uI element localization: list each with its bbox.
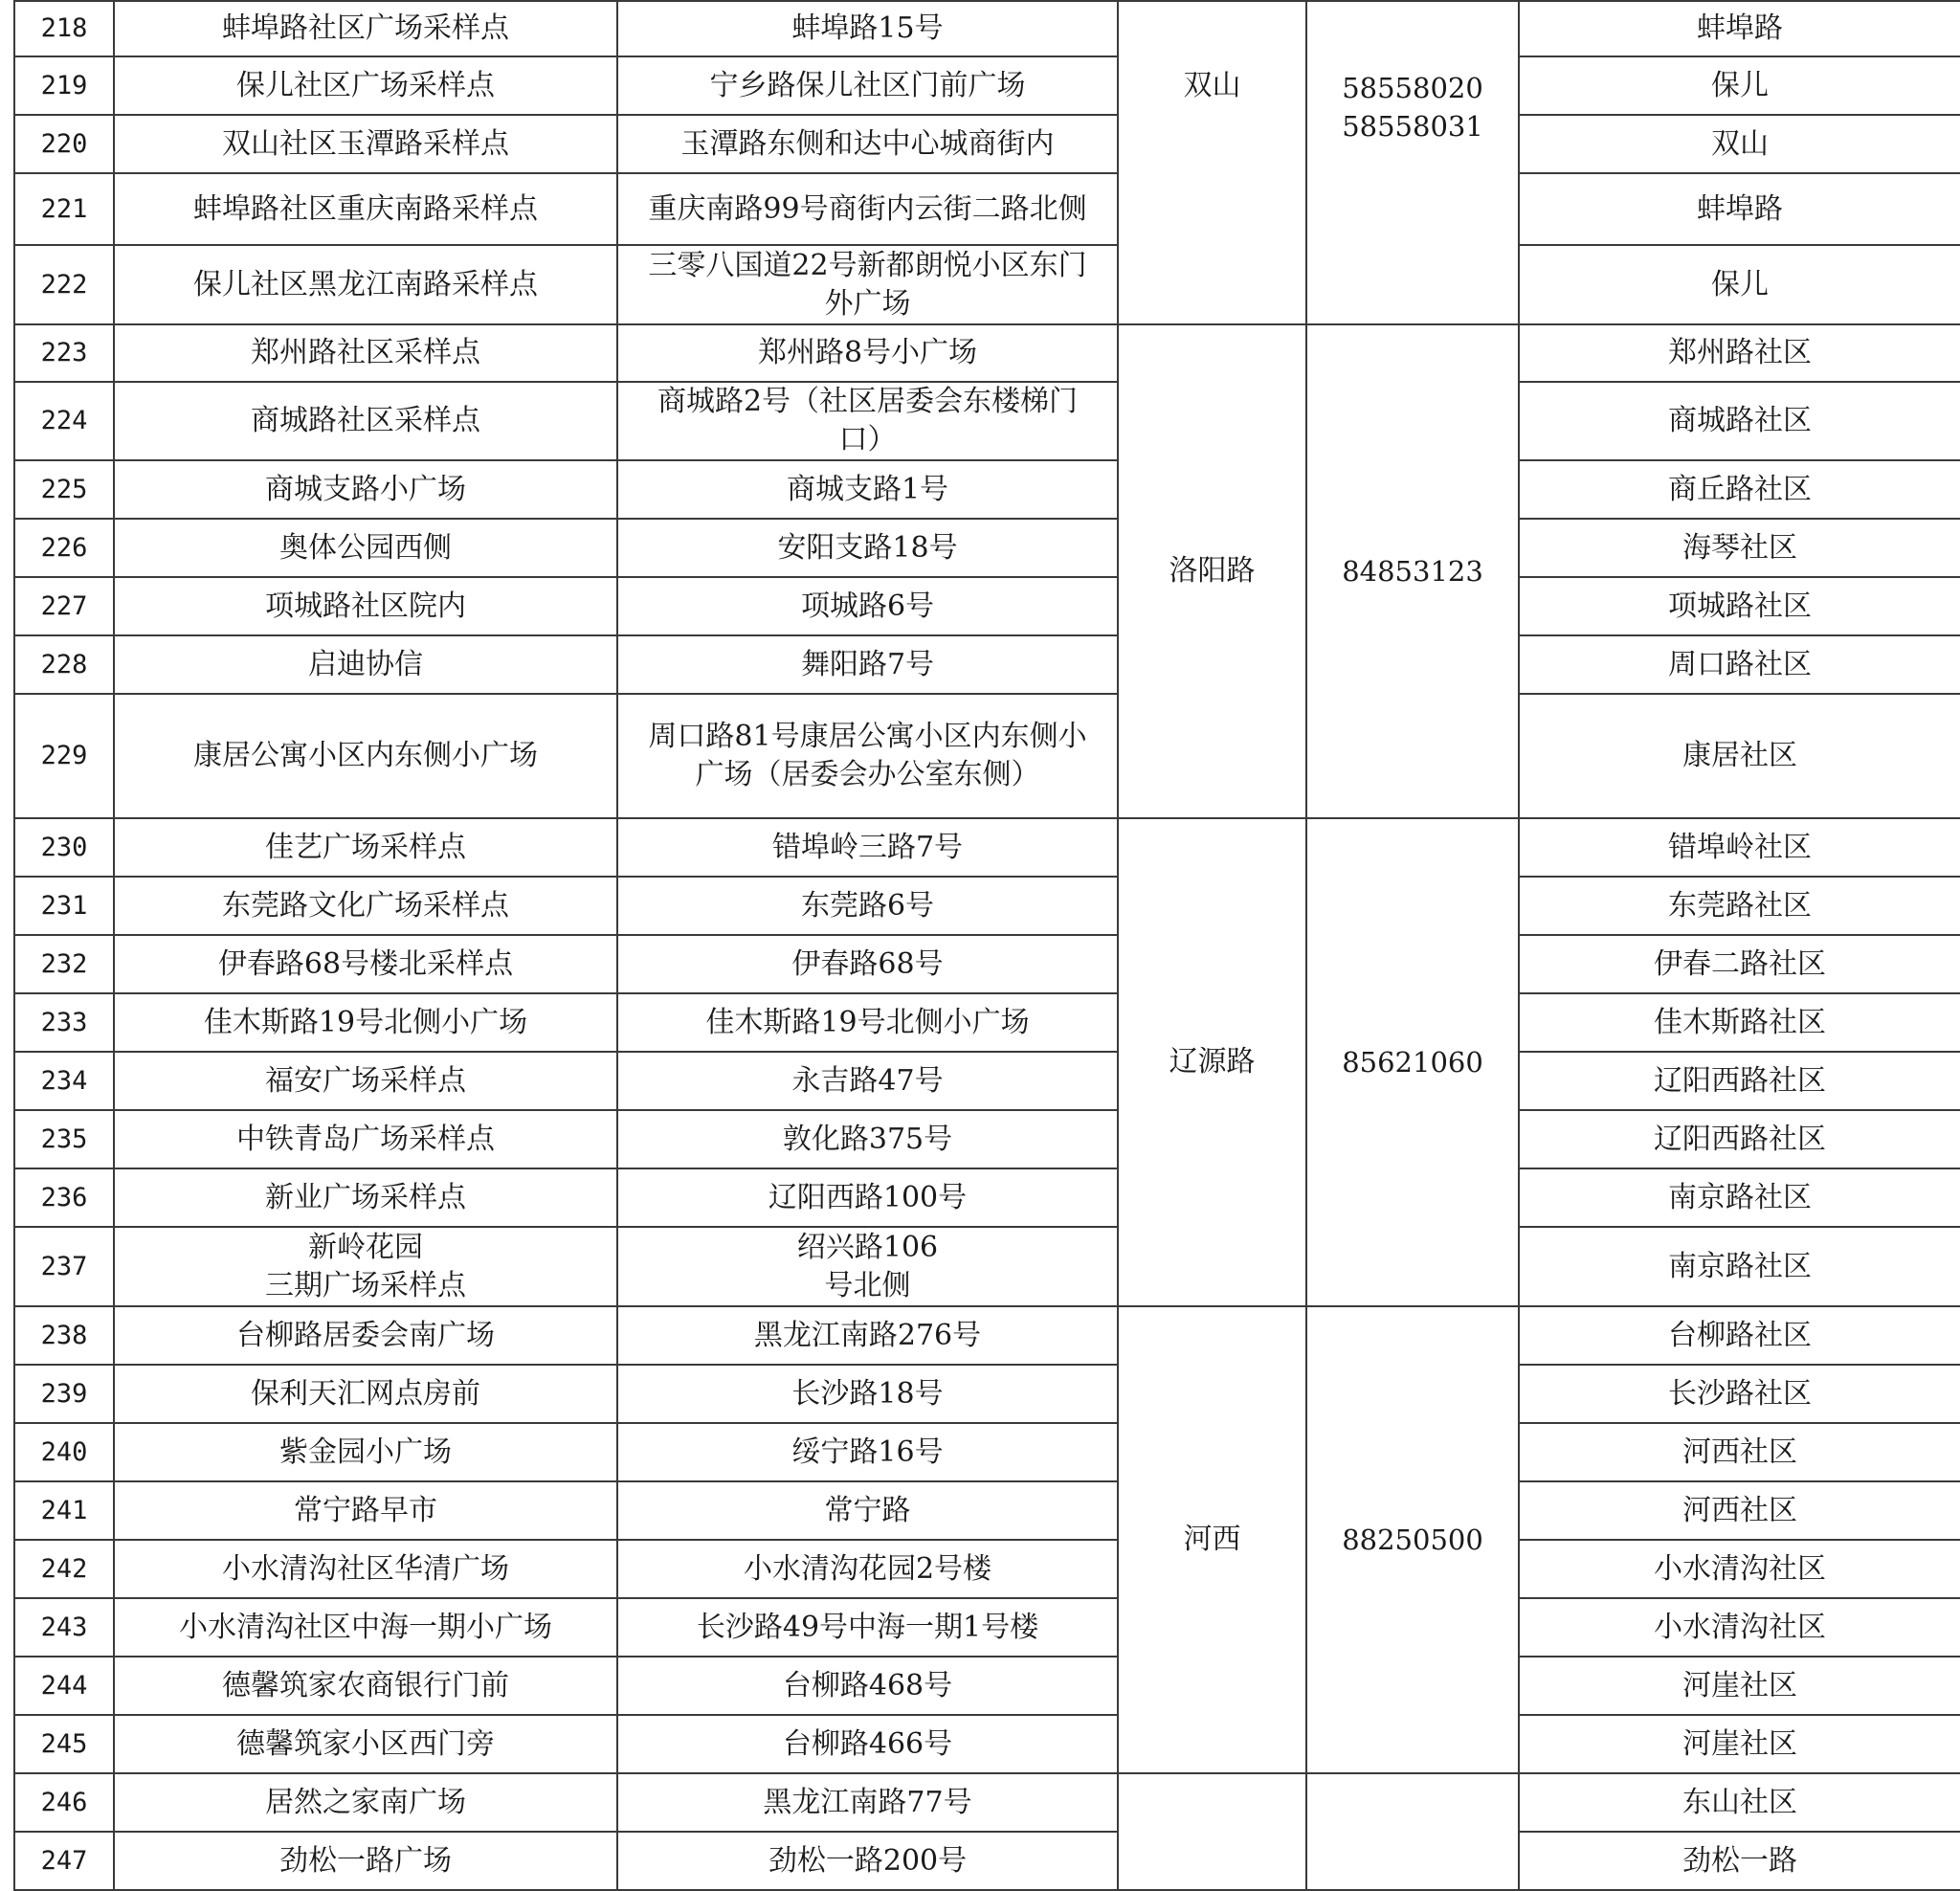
community-cell: 小水清沟社区: [1519, 1540, 1960, 1598]
address-cell: 永吉路47号: [617, 1052, 1118, 1110]
table-row: [14, 1, 1960, 56]
phone-cell: 85621060: [1306, 818, 1519, 1306]
table-row: [14, 694, 1960, 818]
row-number-cell: 225: [14, 460, 114, 519]
site-name-cell: 德馨筑家小区西门旁: [114, 1715, 617, 1773]
community-cell: 保儿: [1519, 56, 1960, 115]
address-cell: 台柳路466号: [617, 1715, 1118, 1773]
site-name-cell: 中铁青岛广场采样点: [114, 1110, 617, 1168]
site-name-cell: 新业广场采样点: [114, 1168, 617, 1227]
community-cell: 郑州路社区: [1519, 324, 1960, 382]
row-number-cell: 236: [14, 1168, 114, 1227]
address-cell: 周口路81号康居公寓小区内东侧小 广场（居委会办公室东侧）: [617, 694, 1118, 818]
address-cell: 舞阳路7号: [617, 635, 1118, 694]
table-row: [14, 635, 1960, 694]
table-row: [14, 324, 1960, 382]
address-cell: 重庆南路99号商街内云街二路北侧: [617, 173, 1118, 245]
phone-cell: 84853123: [1306, 324, 1519, 818]
phone-cell: [1306, 1773, 1519, 1890]
community-cell: 东山社区: [1519, 1773, 1960, 1832]
community-cell: 劲松一路: [1519, 1832, 1960, 1890]
address-cell: 台柳路468号: [617, 1657, 1118, 1715]
row-number-cell: 227: [14, 577, 114, 635]
row-number-cell: 229: [14, 694, 114, 818]
site-name-cell: 商城路社区采样点: [114, 382, 617, 460]
table-row: [14, 1052, 1960, 1110]
table-row: [14, 173, 1960, 245]
address-cell: 蚌埠路15号: [617, 1, 1118, 56]
table-row: [14, 460, 1960, 519]
address-cell: 伊春路68号: [617, 935, 1118, 993]
community-cell: 辽阳西路社区: [1519, 1052, 1960, 1110]
community-cell: 台柳路社区: [1519, 1306, 1960, 1365]
site-name-cell: 启迪协信: [114, 635, 617, 694]
address-cell: 佳木斯路19号北侧小广场: [617, 993, 1118, 1052]
address-cell: 敦化路375号: [617, 1110, 1118, 1168]
row-number-cell: 243: [14, 1598, 114, 1657]
community-cell: 康居社区: [1519, 694, 1960, 818]
street-cell: 双山: [1118, 1, 1306, 324]
community-cell: 河西社区: [1519, 1481, 1960, 1540]
site-name-cell: 奥体公园西侧: [114, 519, 617, 577]
community-cell: 双山: [1519, 115, 1960, 173]
row-number-cell: 219: [14, 56, 114, 115]
community-cell: 蚌埠路: [1519, 1, 1960, 56]
row-number-cell: 221: [14, 173, 114, 245]
address-cell: 黑龙江南路276号: [617, 1306, 1118, 1365]
table-row: [14, 115, 1960, 173]
row-number-cell: 220: [14, 115, 114, 173]
site-name-cell: 台柳路居委会南广场: [114, 1306, 617, 1365]
table-row: [14, 382, 1960, 460]
street-cell: 辽源路: [1118, 818, 1306, 1306]
community-cell: 伊春二路社区: [1519, 935, 1960, 993]
site-name-cell: 德馨筑家农商银行门前: [114, 1657, 617, 1715]
table-row: [14, 818, 1960, 877]
table-row: [14, 56, 1960, 115]
community-cell: 保儿: [1519, 245, 1960, 324]
table-row: [14, 1598, 1960, 1657]
table-row: [14, 1481, 1960, 1540]
community-cell: 商丘路社区: [1519, 460, 1960, 519]
table-row: [14, 1168, 1960, 1227]
row-number-cell: 222: [14, 245, 114, 324]
row-number-cell: 223: [14, 324, 114, 382]
table-row: [14, 935, 1960, 993]
table-row: [14, 877, 1960, 935]
table-row: [14, 1423, 1960, 1481]
address-cell: 黑龙江南路77号: [617, 1773, 1118, 1832]
address-cell: 错埠岭三路7号: [617, 818, 1118, 877]
site-name-cell: 小水清沟社区华清广场: [114, 1540, 617, 1598]
table-row: [14, 245, 1960, 324]
address-cell: 商城支路1号: [617, 460, 1118, 519]
site-name-cell: 项城路社区院内: [114, 577, 617, 635]
row-number-cell: 228: [14, 635, 114, 694]
row-number-cell: 232: [14, 935, 114, 993]
community-cell: 商城路社区: [1519, 382, 1960, 460]
site-name-cell: 福安广场采样点: [114, 1052, 617, 1110]
row-number-cell: 238: [14, 1306, 114, 1365]
address-cell: 劲松一路200号: [617, 1832, 1118, 1890]
address-cell: 绍兴路106 号北侧: [617, 1227, 1118, 1306]
site-name-cell: 新岭花园 三期广场采样点: [114, 1227, 617, 1306]
site-name-cell: 小水清沟社区中海一期小广场: [114, 1598, 617, 1657]
community-cell: 河西社区: [1519, 1423, 1960, 1481]
site-name-cell: 常宁路早市: [114, 1481, 617, 1540]
address-cell: 常宁路: [617, 1481, 1118, 1540]
site-name-cell: 居然之家南广场: [114, 1773, 617, 1832]
table-body: [14, 1, 1960, 1890]
row-number-cell: 247: [14, 1832, 114, 1890]
sampling-sites-table: [13, 0, 1960, 1891]
address-cell: 三零八国道22号新都朗悦小区东门 外广场: [617, 245, 1118, 324]
row-number-cell: 231: [14, 877, 114, 935]
phone-cell: 88250500: [1306, 1306, 1519, 1773]
phone-cell: 58558020 58558031: [1306, 1, 1519, 324]
row-number-cell: 242: [14, 1540, 114, 1598]
site-name-cell: 康居公寓小区内东侧小广场: [114, 694, 617, 818]
row-number-cell: 218: [14, 1, 114, 56]
row-number-cell: 233: [14, 993, 114, 1052]
site-name-cell: 商城支路小广场: [114, 460, 617, 519]
community-cell: 河崖社区: [1519, 1657, 1960, 1715]
street-cell: 河西: [1118, 1306, 1306, 1773]
site-name-cell: 保儿社区黑龙江南路采样点: [114, 245, 617, 324]
site-name-cell: 保儿社区广场采样点: [114, 56, 617, 115]
row-number-cell: 240: [14, 1423, 114, 1481]
table-row: [14, 577, 1960, 635]
site-name-cell: 蚌埠路社区重庆南路采样点: [114, 173, 617, 245]
site-name-cell: 佳艺广场采样点: [114, 818, 617, 877]
community-cell: 佳木斯路社区: [1519, 993, 1960, 1052]
community-cell: 项城路社区: [1519, 577, 1960, 635]
community-cell: 蚌埠路: [1519, 173, 1960, 245]
table-row: [14, 1715, 1960, 1773]
table-row: [14, 519, 1960, 577]
address-cell: 项城路6号: [617, 577, 1118, 635]
row-number-cell: 246: [14, 1773, 114, 1832]
address-cell: 东莞路6号: [617, 877, 1118, 935]
community-cell: 南京路社区: [1519, 1227, 1960, 1306]
table-row: [14, 1110, 1960, 1168]
community-cell: 河崖社区: [1519, 1715, 1960, 1773]
site-name-cell: 伊春路68号楼北采样点: [114, 935, 617, 993]
row-number-cell: 245: [14, 1715, 114, 1773]
community-cell: 辽阳西路社区: [1519, 1110, 1960, 1168]
site-name-cell: 东莞路文化广场采样点: [114, 877, 617, 935]
address-cell: 长沙路18号: [617, 1365, 1118, 1423]
row-number-cell: 230: [14, 818, 114, 877]
row-number-cell: 241: [14, 1481, 114, 1540]
address-cell: 小水清沟花园2号楼: [617, 1540, 1118, 1598]
row-number-cell: 234: [14, 1052, 114, 1110]
address-cell: 长沙路49号中海一期1号楼: [617, 1598, 1118, 1657]
table-row: [14, 1832, 1960, 1890]
community-cell: 小水清沟社区: [1519, 1598, 1960, 1657]
table-row: [14, 1540, 1960, 1598]
community-cell: 海琴社区: [1519, 519, 1960, 577]
address-cell: 玉潭路东侧和达中心城商街内: [617, 115, 1118, 173]
community-cell: 错埠岭社区: [1519, 818, 1960, 877]
table-row: [14, 1365, 1960, 1423]
site-name-cell: 劲松一路广场: [114, 1832, 617, 1890]
site-name-cell: 佳木斯路19号北侧小广场: [114, 993, 617, 1052]
site-name-cell: 蚌埠路社区广场采样点: [114, 1, 617, 56]
community-cell: 南京路社区: [1519, 1168, 1960, 1227]
address-cell: 安阳支路18号: [617, 519, 1118, 577]
community-cell: 长沙路社区: [1519, 1365, 1960, 1423]
address-cell: 绥宁路16号: [617, 1423, 1118, 1481]
row-number-cell: 244: [14, 1657, 114, 1715]
site-name-cell: 紫金园小广场: [114, 1423, 617, 1481]
table-row: [14, 1773, 1960, 1832]
site-name-cell: 保利天汇网点房前: [114, 1365, 617, 1423]
row-number-cell: 237: [14, 1227, 114, 1306]
table-row: [14, 993, 1960, 1052]
address-cell: 商城路2号（社区居委会东楼梯门 口）: [617, 382, 1118, 460]
table-row: [14, 1657, 1960, 1715]
community-cell: 东莞路社区: [1519, 877, 1960, 935]
address-cell: 辽阳西路100号: [617, 1168, 1118, 1227]
community-cell: 周口路社区: [1519, 635, 1960, 694]
site-name-cell: 郑州路社区采样点: [114, 324, 617, 382]
row-number-cell: 226: [14, 519, 114, 577]
row-number-cell: 235: [14, 1110, 114, 1168]
street-cell: [1118, 1773, 1306, 1890]
address-cell: 宁乡路保儿社区门前广场: [617, 56, 1118, 115]
table-row: [14, 1306, 1960, 1365]
table-row: [14, 1227, 1960, 1306]
site-name-cell: 双山社区玉潭路采样点: [114, 115, 617, 173]
row-number-cell: 239: [14, 1365, 114, 1423]
row-number-cell: 224: [14, 382, 114, 460]
address-cell: 郑州路8号小广场: [617, 324, 1118, 382]
street-cell: 洛阳路: [1118, 324, 1306, 818]
